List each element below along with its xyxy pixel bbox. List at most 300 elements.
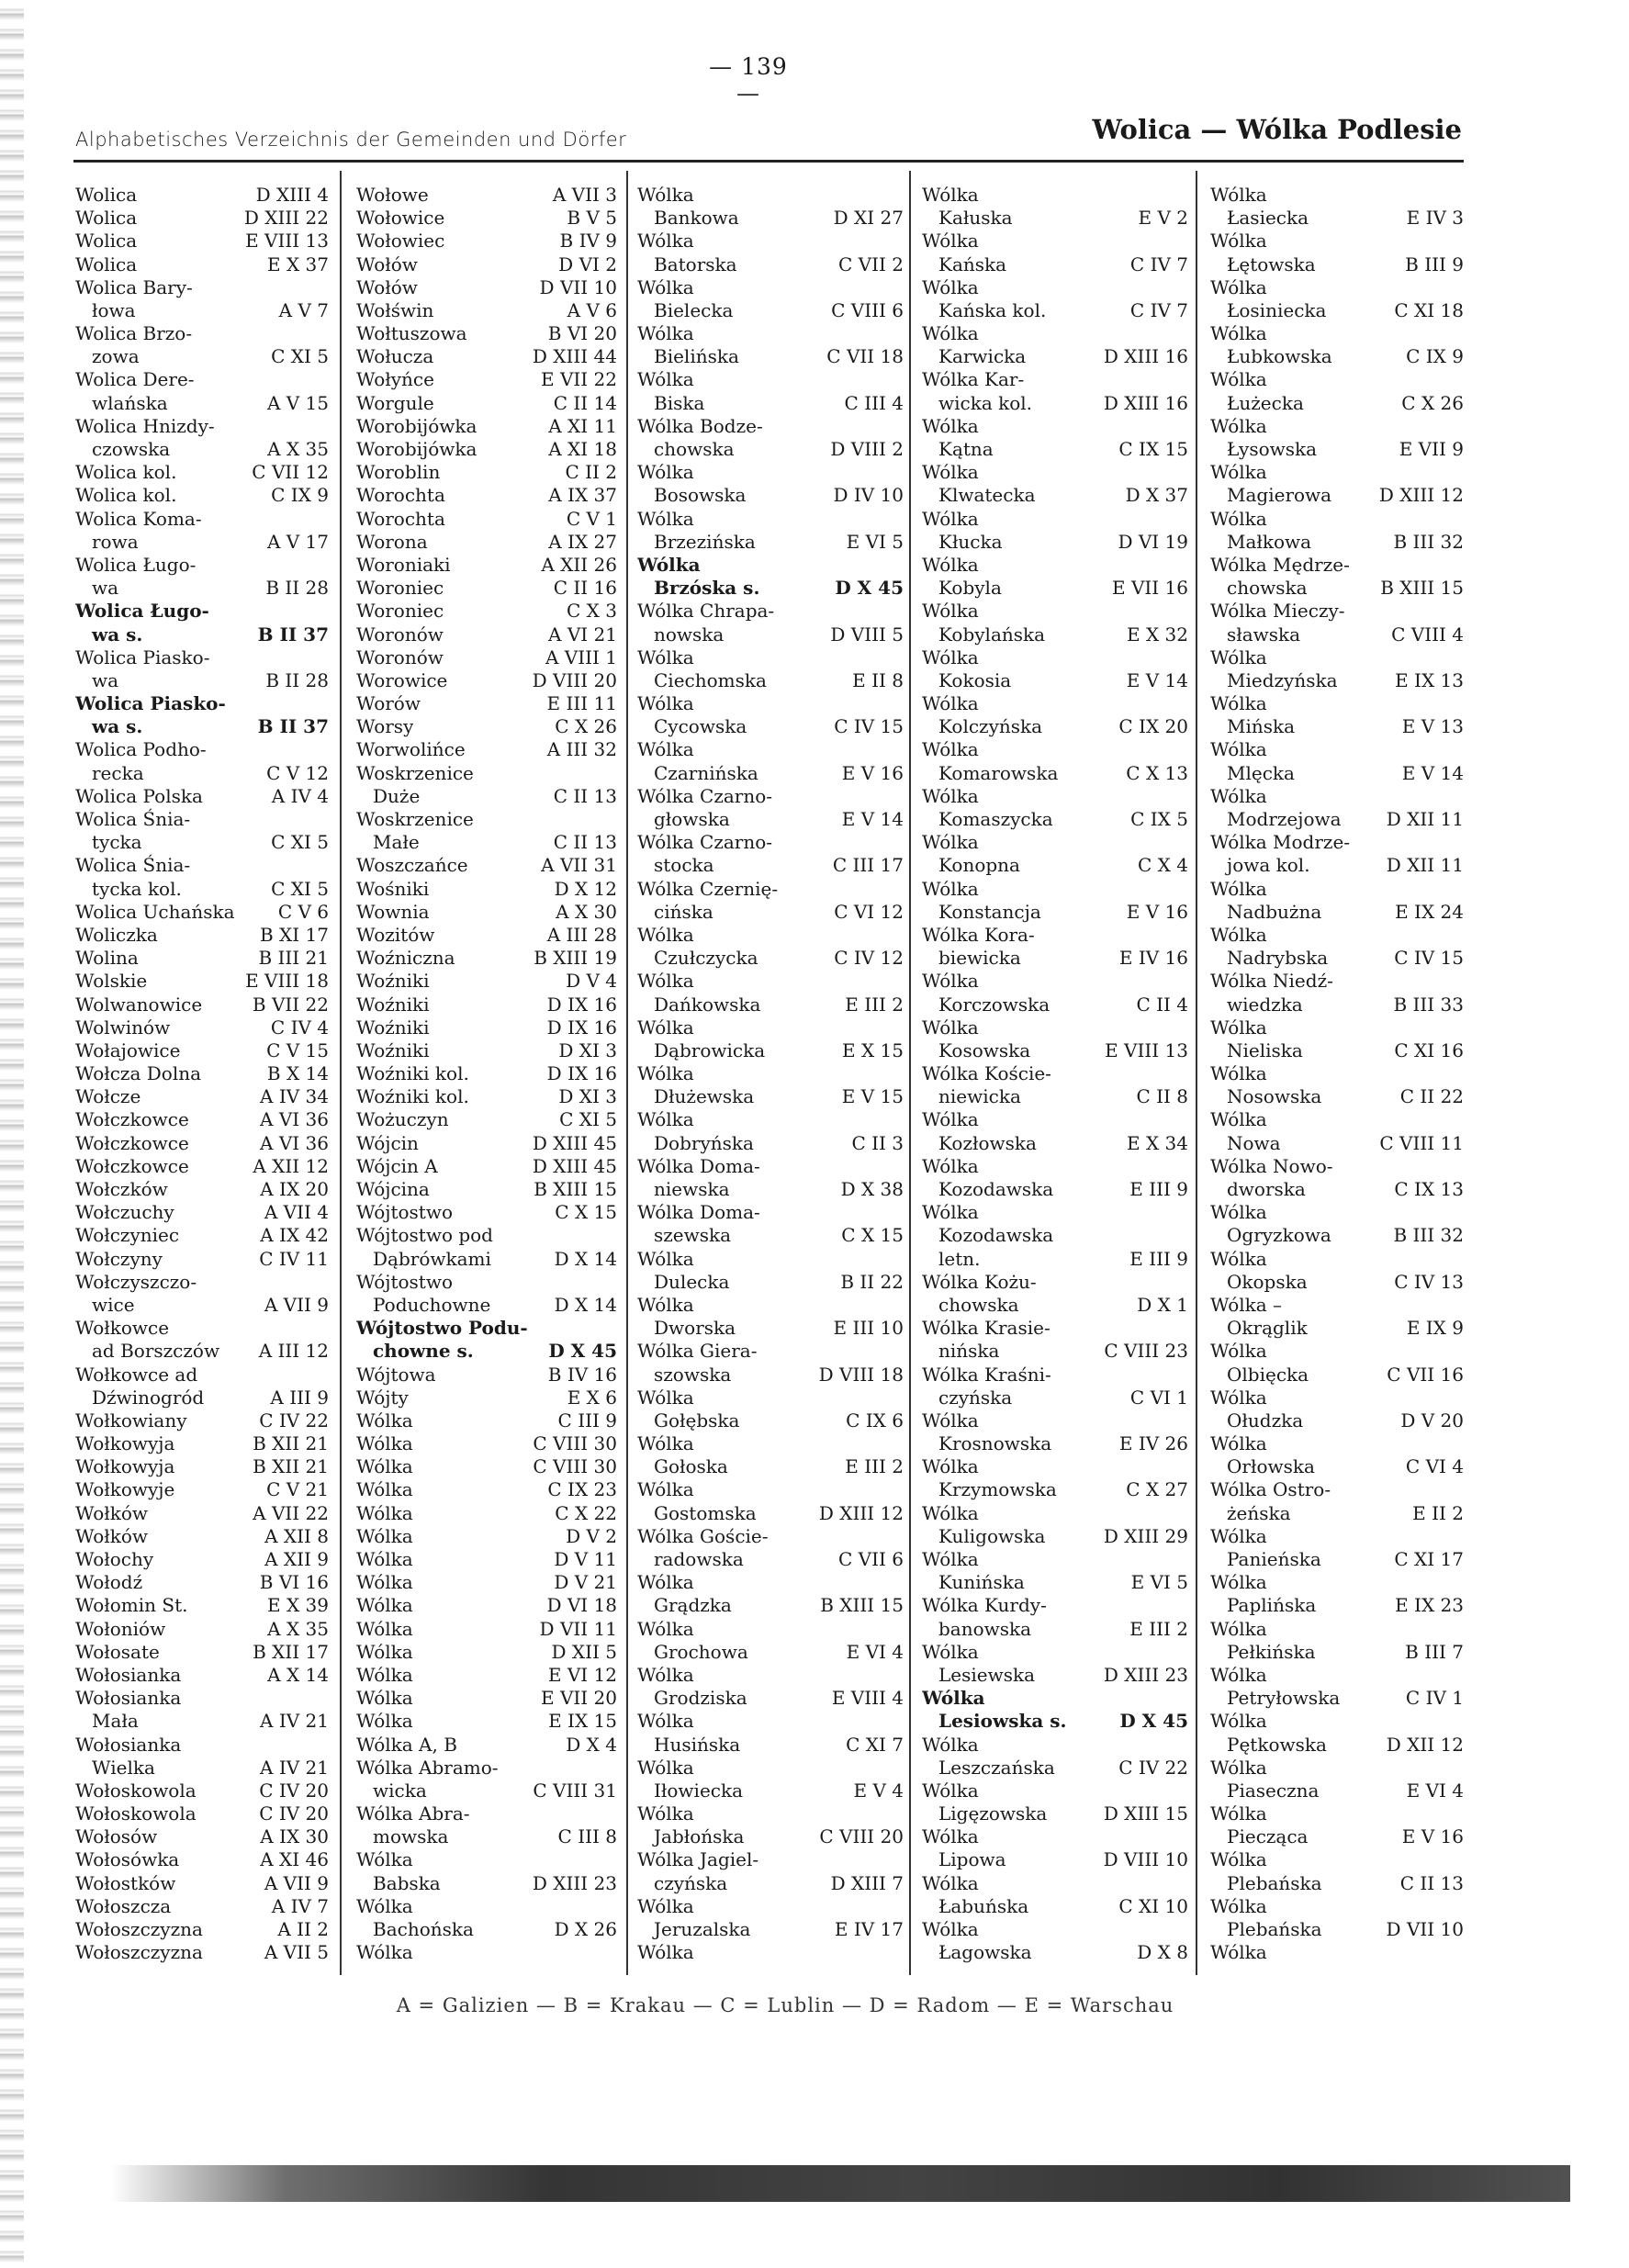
index-entry [1210, 1294, 1464, 1317]
map-code: A VII 22 [253, 1501, 329, 1524]
map-code: C VII 6 [838, 1548, 904, 1571]
index-entry [922, 1016, 1188, 1039]
place-name: Wolina [75, 947, 139, 970]
map-code: E IV 26 [1118, 1432, 1188, 1455]
place-name: Poduchowne [373, 1293, 491, 1316]
place-name: Wólka [637, 368, 694, 391]
place-name: Mińska [1227, 715, 1296, 738]
map-code: B II 22 [840, 1270, 904, 1293]
index-entry [356, 1664, 617, 1687]
place-name: Kańska [938, 253, 1007, 275]
place-name [356, 1964, 469, 1965]
map-code: B VII 22 [252, 993, 329, 1016]
index-entry [922, 345, 1188, 368]
place-name: Wólka Jagiel- [637, 1848, 759, 1871]
index-entry [637, 1594, 904, 1617]
place-name: Kobylańska [938, 623, 1046, 646]
index-entry [637, 1710, 904, 1733]
index-entry [75, 1571, 329, 1594]
index-entry [356, 230, 617, 253]
map-code: A VI 36 [260, 1108, 329, 1131]
map-code: E V 4 [853, 1779, 904, 1802]
place-name: Woroblin [356, 461, 441, 484]
legend-footer: A = Galizien — B = Krakau — C = Lublin — D = Radom — E = Warschau [396, 1994, 1174, 2016]
place-name: Wólka [1210, 1108, 1267, 1131]
index-entry [75, 1641, 329, 1664]
map-code: D VIII 10 [1103, 1848, 1188, 1871]
place-name: Wólka [637, 275, 694, 298]
place-name: Kozodawska [938, 1224, 1054, 1247]
map-code: A XII 9 [264, 1548, 329, 1571]
index-entry [1210, 623, 1464, 646]
index-entry [75, 1364, 329, 1387]
place-name: jowa kol. [1227, 854, 1310, 877]
place-name: Wólka [1210, 1941, 1267, 1964]
index-entry [75, 1687, 329, 1710]
map-code: B VI 16 [259, 1571, 329, 1594]
index-entry [637, 854, 904, 877]
place-name: Ligęzowska [938, 1802, 1048, 1825]
map-code: B II 37 [257, 623, 329, 646]
index-entry [356, 1109, 617, 1132]
place-name: Wołczkowce [75, 1154, 189, 1177]
map-code: C VI 1 [1129, 1386, 1188, 1409]
index-entry [1210, 1780, 1464, 1802]
map-code: D XI 3 [558, 1085, 617, 1108]
place-name: Wólka Bodze- [637, 414, 763, 437]
index-entry [1210, 345, 1464, 368]
map-code: C IV 15 [1394, 947, 1464, 970]
index-entry [637, 1224, 904, 1247]
index-entry [922, 484, 1188, 507]
place-name: Wójtostwo [356, 1270, 453, 1293]
map-code: B IV 9 [559, 230, 617, 253]
map-code: C IV 20 [259, 1779, 329, 1802]
index-entry [75, 994, 329, 1016]
index-entry [356, 1016, 617, 1039]
map-code: B XI 17 [260, 923, 329, 946]
index-entry [637, 1364, 904, 1387]
index-entry [637, 1317, 904, 1340]
index-entry [922, 1571, 1188, 1594]
map-code: E X 39 [266, 1594, 329, 1617]
place-name: biewicka [938, 947, 1021, 970]
index-entry [1210, 415, 1464, 438]
place-name: Wolskie [75, 970, 148, 993]
place-name: Wołowiec [356, 230, 445, 253]
place-name: Wołosówka [75, 1848, 180, 1871]
place-name: Woźniki [356, 1016, 430, 1039]
index-entry [1210, 1687, 1464, 1710]
map-code: A III 12 [258, 1340, 329, 1363]
place-name: Wólka [922, 692, 979, 715]
map-code: C VIII 30 [533, 1455, 617, 1478]
map-code: E IX 23 [1395, 1594, 1464, 1617]
map-code: D XIII 44 [532, 345, 617, 368]
index-entry [1210, 762, 1464, 785]
index-entry [922, 1317, 1188, 1340]
place-name: Wólka Abra- [356, 1802, 470, 1825]
place-name: Wołczków [75, 1178, 168, 1201]
index-entry [922, 1109, 1188, 1132]
index-entry [1210, 184, 1464, 207]
index-entry [1210, 1340, 1464, 1363]
index-entry [1210, 1502, 1464, 1525]
place-name: Wójtostwo Podu- [356, 1317, 528, 1340]
place-name: Wolica Ługo- [75, 600, 209, 623]
index-entry [356, 739, 617, 762]
place-name: Wołczuchy [75, 1201, 174, 1224]
index-entry [1210, 1872, 1464, 1895]
place-name: czyńska [654, 1871, 728, 1894]
map-code: A XII 12 [253, 1154, 329, 1177]
map-code: C V 1 [566, 507, 617, 530]
map-code: E VII 22 [540, 368, 617, 391]
place-name: Miedzyńska [1227, 668, 1338, 691]
place-name: Wólka [356, 1501, 413, 1524]
index-entry [922, 1455, 1188, 1478]
index-entry [75, 1780, 329, 1802]
map-code: D XII 12 [1386, 1733, 1464, 1756]
index-entry [75, 322, 329, 345]
place-name: Grądzka [654, 1594, 732, 1617]
index-entry [922, 1409, 1188, 1432]
place-name: Wolica kol. [75, 461, 177, 484]
index-entry [637, 253, 904, 276]
map-code: C XI 5 [271, 345, 329, 368]
place-name: Wólka [1210, 1710, 1267, 1733]
index-column-3 [637, 184, 904, 1965]
place-name: Wólka [1210, 1756, 1267, 1779]
index-entry [356, 207, 617, 230]
place-name: Wólka [1210, 646, 1267, 668]
place-name: Kłucka [938, 530, 1003, 553]
map-code: C V 21 [266, 1478, 329, 1501]
place-name: Wólka [1210, 1247, 1267, 1270]
place-name: Wołosianka [75, 1663, 182, 1686]
place-name: Modrzejowa [1227, 808, 1342, 831]
index-entry [1210, 831, 1464, 854]
index-entry [637, 785, 904, 808]
map-code: D X 45 [835, 577, 904, 600]
index-entry [356, 1618, 617, 1641]
place-name: Wólka [1210, 1663, 1267, 1686]
map-code: E III 11 [546, 692, 617, 715]
map-code: D XIII 23 [1103, 1663, 1188, 1686]
place-name: Wolica Śnia- [75, 808, 191, 831]
place-name: Grodziska [654, 1687, 747, 1710]
index-entry [356, 947, 617, 970]
index-entry [75, 1849, 329, 1872]
place-name: Wólka Doma- [637, 1154, 760, 1177]
index-entry [637, 1248, 904, 1271]
place-name: Wólka [922, 1779, 979, 1802]
place-name: czyńska [938, 1386, 1013, 1409]
map-code: D VIII 2 [830, 438, 904, 461]
index-entry [75, 230, 329, 253]
index-entry [637, 901, 904, 924]
index-entry [1210, 600, 1464, 623]
place-name: Gostomska [654, 1501, 757, 1524]
index-entry [1210, 1710, 1464, 1733]
index-entry [75, 369, 329, 392]
place-name: Wólka [637, 692, 694, 715]
index-entry [1210, 1016, 1464, 1039]
map-code: A II 2 [277, 1918, 329, 1941]
place-name: Wołyńce [356, 368, 434, 391]
index-entry [356, 184, 617, 207]
index-entry [1210, 1895, 1464, 1918]
index-entry [637, 808, 904, 831]
map-code: C X 3 [567, 600, 617, 623]
index-entry [1210, 646, 1464, 669]
index-entry [356, 508, 617, 531]
map-code: B III 32 [1393, 530, 1464, 553]
map-code: C IX 9 [1406, 345, 1464, 368]
map-code: C V 15 [266, 1039, 329, 1061]
map-code: D IX 16 [546, 993, 617, 1016]
index-entry [1210, 1918, 1464, 1941]
map-code: B III 21 [258, 947, 329, 970]
place-name: Wólka Mędrze- [1210, 553, 1350, 576]
place-name: Babska [373, 1871, 441, 1894]
index-entry [356, 1594, 617, 1617]
map-code: C XI 5 [271, 877, 329, 900]
map-code: D XIII 15 [1103, 1802, 1188, 1825]
index-entry [922, 230, 1188, 253]
place-name: Wólka [922, 1016, 979, 1039]
map-code: D XIII 16 [1103, 391, 1188, 414]
place-name: Wołucza [356, 345, 434, 368]
place-name: Wólka [922, 1918, 979, 1941]
map-code: A IV 7 [271, 1894, 329, 1917]
place-name: Wólka [1210, 368, 1267, 391]
index-entry [75, 438, 329, 461]
place-name: Wólka [356, 1571, 413, 1594]
index-entry [356, 1132, 617, 1155]
place-name: Woronów [356, 623, 444, 646]
place-name: Wołczyniec [75, 1224, 180, 1247]
index-entry [1210, 785, 1464, 808]
index-entry [922, 554, 1188, 577]
index-entry [356, 1895, 617, 1918]
map-code: C X 4 [1138, 854, 1188, 877]
index-entry [356, 1918, 617, 1941]
index-entry [1210, 207, 1464, 230]
index-entry [75, 392, 329, 415]
index-entry [637, 831, 904, 854]
place-name: Wólka Kar- [922, 368, 1025, 391]
index-entry [75, 1039, 329, 1062]
index-entry [922, 994, 1188, 1016]
index-entry [922, 831, 1188, 854]
index-entry [75, 1710, 329, 1733]
index-entry [75, 785, 329, 808]
place-name: Leszczańska [938, 1756, 1055, 1779]
place-name: wa s. [92, 715, 143, 738]
map-code: C II 13 [553, 784, 617, 807]
header-rule [73, 160, 1464, 163]
map-code: E VI 4 [846, 1640, 904, 1663]
index-entry [922, 1734, 1188, 1757]
place-name: Dąbrówkami [373, 1247, 491, 1270]
index-entry [356, 554, 617, 577]
place-name: Wólka [356, 1478, 413, 1501]
index-entry [922, 692, 1188, 715]
map-code: A IX 42 [260, 1224, 329, 1247]
place-name: Wólka [637, 322, 694, 345]
place-name: Lipowa [938, 1848, 1006, 1871]
map-code: E III 9 [1129, 1178, 1188, 1201]
map-code: B III 9 [1405, 253, 1464, 275]
map-code: A VII 3 [552, 184, 617, 206]
index-entry [637, 1872, 904, 1895]
place-name: radowska [654, 1548, 744, 1571]
place-name: Wólka [922, 1154, 979, 1177]
map-code: D V 20 [1400, 1409, 1464, 1432]
index-entry [637, 392, 904, 415]
place-name: Wólka [922, 1455, 979, 1478]
index-entry [75, 831, 329, 854]
index-entry [1210, 901, 1464, 924]
index-entry [922, 1918, 1188, 1941]
index-entry [356, 1710, 617, 1733]
index-entry [922, 392, 1188, 415]
place-name: Dańkowska [654, 993, 761, 1016]
map-code: D IX 16 [546, 1062, 617, 1085]
map-code: A VII 5 [264, 1941, 329, 1964]
index-entry [637, 924, 904, 947]
place-name: Czarnińska [654, 761, 758, 784]
map-code: D XIII 12 [818, 1501, 904, 1524]
place-name: Wólka [1210, 1894, 1267, 1917]
index-entry [637, 1825, 904, 1848]
place-name: Wólka [1210, 1016, 1267, 1039]
index-entry [356, 1687, 617, 1710]
index-entry [356, 1641, 617, 1664]
place-name: Ołudzka [1227, 1409, 1304, 1432]
place-name: Wólka [637, 1016, 694, 1039]
index-column-4 [922, 184, 1188, 1965]
index-entry [922, 1780, 1188, 1802]
index-entry [75, 1085, 329, 1108]
index-entry [637, 230, 904, 253]
index-entry [922, 1248, 1188, 1271]
place-name: dworska [1227, 1178, 1306, 1201]
place-name: Wólka [1210, 1802, 1267, 1825]
index-entry [75, 508, 329, 531]
place-name: Łagowska [938, 1941, 1032, 1964]
place-name: Wolica Bary- [75, 275, 193, 298]
place-name: Wójcin [356, 1131, 419, 1154]
place-name: Wólka [922, 322, 979, 345]
place-name: Wołkowce ad [75, 1363, 198, 1386]
index-entry [922, 1825, 1188, 1848]
place-name: Wolica [75, 184, 138, 206]
place-name: Wołczkowce [75, 1108, 189, 1131]
place-name: Konopna [938, 854, 1020, 877]
index-entry [1210, 1248, 1464, 1271]
index-entry [356, 1757, 617, 1780]
place-name: Kozodawska [938, 1178, 1054, 1201]
map-code: E IV 3 [1406, 207, 1464, 230]
place-name: Okopska [1227, 1270, 1308, 1293]
index-entry [75, 623, 329, 646]
running-header-left: Alphabetisches Verzeichnis der Gemeinden und Dörfer [75, 129, 627, 151]
place-name: Wólka [637, 738, 694, 761]
place-name: Łabuńska [938, 1894, 1029, 1917]
index-entry [356, 1317, 617, 1340]
index-entry [75, 1201, 329, 1224]
map-code: D XIII 29 [1103, 1524, 1188, 1547]
place-name: Worgule [356, 391, 434, 414]
index-entry [75, 878, 329, 901]
place-name [922, 1964, 1048, 1965]
place-name: Wólka [1210, 692, 1267, 715]
index-entry [637, 970, 904, 993]
place-name: Wólka [1210, 877, 1267, 900]
index-entry [637, 1109, 904, 1132]
place-name: Wołcza Dolna [75, 1062, 202, 1085]
map-code: E X 32 [1126, 623, 1188, 646]
index-entry [356, 1155, 617, 1178]
place-name: Wólka [356, 1687, 413, 1710]
place-name: ad Borszczów [92, 1340, 220, 1363]
map-code: C XI 5 [559, 1108, 617, 1131]
place-name: Karwicka [938, 345, 1027, 368]
map-code: C VII 12 [252, 461, 329, 484]
index-entry [75, 554, 329, 577]
place-name: Nieliska [1227, 1039, 1303, 1061]
map-code: D V 4 [566, 970, 617, 993]
map-code: C II 13 [1399, 1871, 1464, 1894]
index-entry [1210, 1224, 1464, 1247]
index-column-1 [75, 184, 329, 1965]
map-code: E V 2 [1138, 207, 1188, 230]
running-header-right: Wolica — Wólka Podlesie [1092, 114, 1462, 145]
index-entry [75, 692, 329, 715]
place-name: Wólka [1210, 1848, 1267, 1871]
place-name: Łysowska [1227, 438, 1318, 461]
place-name: Wólka [637, 1062, 694, 1085]
place-name: Wołków [75, 1501, 149, 1524]
place-name: Piaseczna [1227, 1779, 1320, 1802]
index-entry [75, 1895, 329, 1918]
place-name: Wólka [922, 461, 979, 484]
place-name: Wólka [637, 1710, 694, 1733]
page-number: — 139 — [698, 53, 799, 107]
map-code: D XIII 4 [255, 184, 329, 206]
place-name: Kozłowska [938, 1131, 1037, 1154]
map-code: D X 37 [1125, 484, 1188, 507]
place-name: Łużecka [1227, 391, 1304, 414]
index-entry [356, 1872, 617, 1895]
index-entry [922, 1085, 1188, 1108]
place-name: Wolica Piasko- [75, 646, 210, 668]
place-name: Wośniki [356, 877, 430, 900]
index-entry [1210, 531, 1464, 554]
index-entry [1210, 1271, 1464, 1294]
index-entry [1210, 970, 1464, 993]
map-code: E VI 4 [1406, 1779, 1464, 1802]
index-entry [922, 1201, 1188, 1224]
place-name: Wólka [356, 1432, 413, 1455]
index-entry [1210, 1387, 1464, 1409]
map-code: E VIII 13 [245, 230, 329, 253]
place-name: Mlęcka [1227, 761, 1295, 784]
place-name: Wolica Koma- [75, 507, 202, 530]
index-entry [922, 1155, 1188, 1178]
